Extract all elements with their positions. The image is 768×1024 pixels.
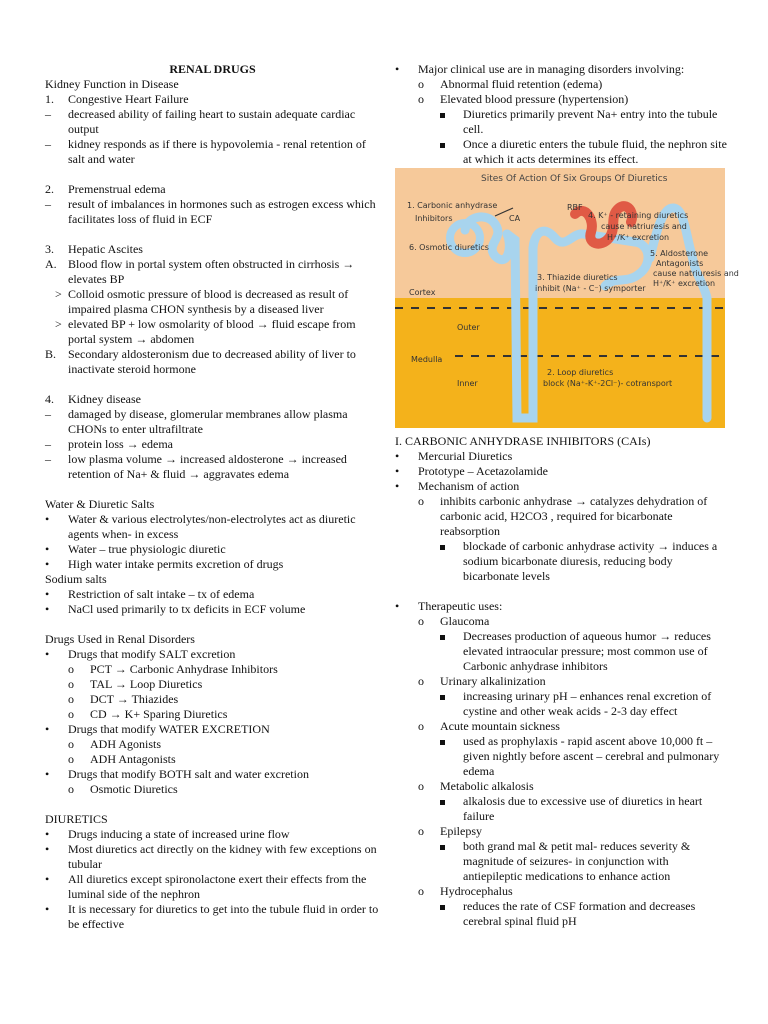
list-item <box>45 842 380 872</box>
label-5b: Antagonists <box>656 259 704 268</box>
list-marker: o <box>68 662 74 676</box>
list-item <box>45 602 380 617</box>
list-item-text: TAL → Loop Diuretics <box>90 677 203 691</box>
section-heading: Kidney Function in Disease <box>45 77 179 91</box>
square-bullet-icon <box>440 794 445 809</box>
list-item-text: Water – true physiologic diuretic <box>68 542 226 556</box>
label-4b: cause natriuresis and <box>601 222 687 231</box>
list-item <box>395 779 730 794</box>
list-item-text: Premenstrual edema <box>68 182 166 196</box>
list-item <box>395 884 730 899</box>
section-heading: Drugs Used in Renal Disorders <box>45 632 195 646</box>
list-marker: – <box>45 452 51 466</box>
list-marker: • <box>45 902 50 916</box>
list-item-text: alkalosis due to excessive use of diuretics in heart failure <box>463 794 703 823</box>
list-marker: o <box>68 692 74 706</box>
list-item <box>45 587 380 602</box>
list-item-text: NaCl used primarily to tx deficits in ECF volume <box>68 602 306 616</box>
square-bullet-icon <box>440 629 445 644</box>
list-marker: • <box>395 449 400 463</box>
list-item <box>45 257 380 287</box>
square-bullet-icon <box>440 107 445 122</box>
list-item <box>395 464 730 479</box>
section-heading: Water & Diuretic Salts <box>45 497 155 511</box>
list-item <box>395 137 730 167</box>
label-3b: inhibit (Na⁺ - C⁻) symporter <box>535 284 646 293</box>
list-item <box>45 107 380 137</box>
label-6: 6. Osmotic diuretics <box>409 243 489 252</box>
list-item-text: Drugs inducing a state of increased urine flow <box>68 827 290 841</box>
square-bullet-icon <box>440 689 445 704</box>
list-item-text: Mechanism of action <box>418 479 520 493</box>
list-item-text: reduces the rate of CSF formation and decreases cerebral spinal fluid pH <box>463 899 696 928</box>
list-marker: 4. <box>45 392 54 406</box>
list-item <box>45 782 380 797</box>
list-item <box>45 452 380 482</box>
list-item-text: Once a diuretic enters the tubule fluid, the nephron site at which it acts determines its effect. <box>463 137 727 166</box>
list-item <box>45 197 380 227</box>
list-item-text: used as prophylaxis - rapid ascent above 10,000 ft – given nightly before ascent – cerebral and pulmonary edema <box>463 734 720 778</box>
list-marker: 1. <box>45 92 54 106</box>
list-item-text: inhibits carbonic anhydrase → catalyzes dehydration of carbonic acid, H2CO3 , required for bicarbonate reabsorption <box>440 494 708 538</box>
blank-line <box>45 482 380 497</box>
list-marker: – <box>45 407 51 421</box>
list-marker: o <box>68 737 74 751</box>
list-marker: • <box>45 722 50 736</box>
list-item-text: Abnormal fluid retention (edema) <box>440 77 603 91</box>
list-item <box>45 872 380 902</box>
list-item-text: Restriction of salt intake – tx of edema <box>68 587 255 601</box>
list-item <box>395 824 730 839</box>
list-item-text: Therapeutic uses: <box>418 599 503 613</box>
list-item-text: increasing urinary pH – enhances renal excretion of cystine and other weak acids - 2-3 day effect <box>463 689 712 718</box>
blank-line <box>45 167 380 182</box>
list-item-text: elevated BP + low osmolarity of blood → fluid escape from portal system → abdomen <box>68 317 356 346</box>
list-item <box>45 287 380 317</box>
list-item-text: low plasma volume → increased aldosterone → increased retention of Na+ & fluid → aggravates edema <box>68 452 347 481</box>
list-item-text: All diuretics except spironolactone exert their effects from the luminal side of the nephron <box>68 872 367 901</box>
list-item-text: Drugs that modify WATER EXCRETION <box>68 722 270 736</box>
list-item-text: CD → K+ Sparing Diuretics <box>90 707 228 721</box>
label-4c: H⁺/K⁺ excretion <box>607 233 670 242</box>
list-item-text: Glaucoma <box>440 614 490 628</box>
list-marker: • <box>45 602 50 616</box>
square-bullet-icon <box>440 899 445 914</box>
label-inner: Inner <box>457 379 478 388</box>
list-marker: • <box>45 842 50 856</box>
list-item <box>395 689 730 719</box>
section-heading: I. CARBONIC ANHYDRASE INHIBITORS (CAIs) <box>395 434 651 448</box>
list-item <box>45 182 380 197</box>
list-marker: > <box>55 317 62 331</box>
list-item-text: Hydrocephalus <box>440 884 513 898</box>
blank-line <box>45 227 380 242</box>
list-item-text: It is necessary for diuretics to get into the tubule fluid in order to be effective <box>68 902 379 931</box>
list-item-text: Hepatic Ascites <box>68 242 143 256</box>
list-marker: A. <box>45 257 57 271</box>
list-item <box>395 62 730 77</box>
list-marker: o <box>68 782 74 796</box>
blank-line <box>45 377 380 392</box>
list-item-text: Epilepsy <box>440 824 482 838</box>
list-marker: • <box>395 479 400 493</box>
list-item-text: result of imbalances in hormones such as estrogen excess which facilitates loss of fluid in ECF <box>68 197 376 226</box>
list-marker: o <box>418 494 424 508</box>
list-marker: o <box>418 884 424 898</box>
right-bottom-text <box>395 434 730 929</box>
list-item <box>395 734 730 779</box>
list-item <box>395 479 730 494</box>
list-item-text: Major clinical use are in managing disorders involving: <box>418 62 685 76</box>
list-marker: • <box>395 464 400 478</box>
list-marker: – <box>45 107 51 121</box>
label-1b: Inhibitors <box>415 214 453 223</box>
list-item <box>395 629 730 674</box>
list-item <box>395 107 730 137</box>
list-item <box>45 692 380 707</box>
square-bullet-icon <box>440 839 445 854</box>
list-item <box>45 317 380 347</box>
list-item <box>45 407 380 437</box>
list-item <box>45 827 380 842</box>
list-marker: – <box>45 437 51 451</box>
label-3a: 3. Thiazide diuretics <box>537 273 618 282</box>
list-item-text: blockade of carbonic anhydrase activity → induces a sodium bicarbonate diuresis, reducing body bicarbonate levels <box>463 539 718 583</box>
list-item <box>45 752 380 767</box>
blank-line <box>45 617 380 632</box>
list-item <box>45 437 380 452</box>
diagram-title: Sites Of Action Of Six Groups Of Diuretics <box>481 174 668 184</box>
left-column <box>45 62 380 932</box>
list-item-text: decreased ability of failing heart to sustain adequate cardiac output <box>68 107 356 136</box>
blank-line <box>395 584 730 599</box>
list-item <box>395 599 730 614</box>
square-bullet-icon <box>440 539 445 554</box>
list-item-text: Most diuretics act directly on the kidney with few exceptions on tubular <box>68 842 377 871</box>
list-marker: o <box>418 92 424 106</box>
list-item <box>45 557 380 572</box>
list-marker: • <box>45 767 50 781</box>
list-marker: o <box>68 677 74 691</box>
list-item <box>395 719 730 734</box>
list-item <box>395 539 730 584</box>
list-item-text: Blood flow in portal system often obstructed in cirrhosis → elevates BP <box>68 257 355 286</box>
list-marker: • <box>45 512 50 526</box>
list-marker: • <box>395 599 400 613</box>
square-bullet-icon <box>440 137 445 152</box>
list-marker: 3. <box>45 242 54 256</box>
list-item <box>395 494 730 539</box>
list-item <box>45 647 380 662</box>
list-marker: 2. <box>45 182 54 196</box>
list-marker: o <box>418 77 424 91</box>
label-2a: 2. Loop diuretics <box>547 368 614 377</box>
list-item-text: ADH Antagonists <box>90 752 176 766</box>
label-4a: 4. K⁺ - retaining diuretics <box>588 211 689 220</box>
list-marker: o <box>418 674 424 688</box>
list-item-text: Decreases production of aqueous humor → reduces elevated intraocular pressure; most common use of Carbonic anhydrase inhibitors <box>463 629 711 673</box>
list-item <box>45 707 380 722</box>
list-marker: • <box>45 647 50 661</box>
section-heading: DIURETICS <box>45 812 108 826</box>
label-5c: cause natriuresis and <box>653 269 739 278</box>
list-item-text: Water & various electrolytes/non-electrolytes act as diuretic agents when- in excess <box>68 512 356 541</box>
list-item-text: protein loss → edema <box>68 437 173 451</box>
label-rbf: RBF <box>567 203 583 212</box>
list-item <box>45 512 380 542</box>
list-item-text: Kidney disease <box>68 392 141 406</box>
list-item <box>45 242 380 257</box>
list-item-text: both grand mal & petit mal- reduces severity & magnitude of seizures- in conjunction with antiepileptic medications to enhance action <box>463 839 691 883</box>
list-marker: o <box>418 719 424 733</box>
list-item <box>45 677 380 692</box>
list-item <box>45 737 380 752</box>
list-item-text: ADH Agonists <box>90 737 162 751</box>
list-item <box>45 137 380 167</box>
label-ca: CA <box>509 214 521 223</box>
list-item <box>45 767 380 782</box>
list-item-text: Acute mountain sickness <box>440 719 560 733</box>
label-outer: Outer <box>457 323 480 332</box>
list-marker: • <box>45 872 50 886</box>
label-cortex: Cortex <box>409 288 436 297</box>
list-item-text: Colloid osmotic pressure of blood is decreased as result of impaired plasma CHON synthesis by a diseased liver <box>68 287 349 316</box>
label-5a: 5. Aldosterone <box>650 249 709 258</box>
list-item-text: Drugs that modify BOTH salt and water excretion <box>68 767 309 781</box>
list-item <box>45 902 380 932</box>
list-marker: B. <box>45 347 57 361</box>
list-marker: – <box>45 137 51 151</box>
list-item-text: Prototype – Acetazolamide <box>418 464 548 478</box>
list-marker: o <box>68 752 74 766</box>
label-5d: H⁺/K⁺ excretion <box>653 279 716 288</box>
list-item <box>45 347 380 377</box>
list-item <box>395 449 730 464</box>
list-item-text: Elevated blood pressure (hypertension) <box>440 92 629 106</box>
right-top-text <box>395 62 730 167</box>
list-item <box>395 794 730 824</box>
list-item <box>45 542 380 557</box>
list-item <box>395 77 730 92</box>
list-marker: • <box>45 827 50 841</box>
list-marker: o <box>418 614 424 628</box>
diuretic-sites-diagram <box>395 168 739 428</box>
list-item <box>45 92 380 107</box>
list-marker: o <box>68 707 74 721</box>
list-item <box>395 899 730 929</box>
list-item <box>395 674 730 689</box>
list-item-text: High water intake permits excretion of drugs <box>68 557 284 571</box>
medulla-region <box>395 298 725 428</box>
blank-line <box>45 797 380 812</box>
label-2b: block (Na⁺-K⁺-2Cl⁻)- cotransport <box>543 379 673 388</box>
list-item-text: kidney responds as if there is hypovolemia - renal retention of salt and water <box>68 137 366 166</box>
label-1a: 1. Carbonic anhydrase <box>407 201 498 210</box>
label-medulla: Medulla <box>411 355 443 364</box>
list-item <box>45 392 380 407</box>
list-marker: • <box>45 587 50 601</box>
list-item <box>395 614 730 629</box>
list-item-text: PCT → Carbonic Anhydrase Inhibitors <box>90 662 278 676</box>
list-item-text: Urinary alkalinization <box>440 674 546 688</box>
list-marker: > <box>55 287 62 301</box>
list-item <box>45 722 380 737</box>
list-item <box>395 839 730 884</box>
section-heading: Sodium salts <box>45 572 107 586</box>
list-item-text: Drugs that modify SALT excretion <box>68 647 236 661</box>
list-item <box>45 662 380 677</box>
list-marker: • <box>45 557 50 571</box>
list-item-text: Mercurial Diuretics <box>418 449 513 463</box>
list-item-text: Osmotic Diuretics <box>90 782 178 796</box>
list-item-text: Diuretics primarily prevent Na+ entry into the tubule cell. <box>463 107 718 136</box>
list-marker: • <box>395 62 400 76</box>
list-item <box>395 92 730 107</box>
list-marker: o <box>418 779 424 793</box>
list-item-text: Secondary aldosteronism due to decreased ability of liver to inactivate steroid hormone <box>68 347 356 376</box>
list-item-text: Metabolic alkalosis <box>440 779 534 793</box>
list-marker: o <box>418 824 424 838</box>
square-bullet-icon <box>440 734 445 749</box>
list-item-text: damaged by disease, glomerular membranes allow plasma CHONs to enter ultrafiltrate <box>68 407 348 436</box>
list-marker: • <box>45 542 50 556</box>
list-item-text: DCT → Thiazides <box>90 692 179 706</box>
document-title: RENAL DRUGS <box>169 62 256 76</box>
list-item-text: Congestive Heart Failure <box>68 92 189 106</box>
list-marker: – <box>45 197 51 211</box>
